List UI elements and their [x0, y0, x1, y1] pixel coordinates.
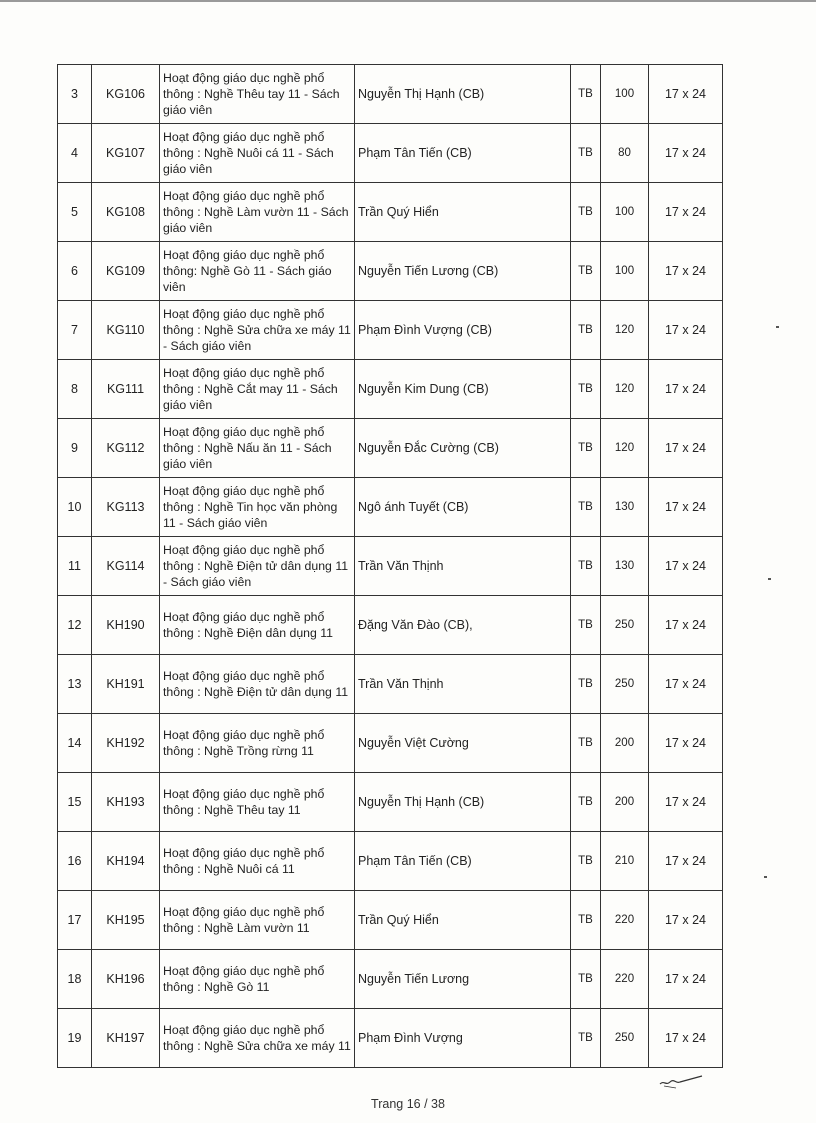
book-type: TB	[571, 242, 601, 301]
book-code: KG110	[92, 301, 160, 360]
book-title: Hoạt động giáo dục nghề phổ thông : Nghề Thêu tay 11	[160, 773, 355, 832]
book-author: Ngô ánh Tuyết (CB)	[355, 478, 571, 537]
book-author: Nguyễn Đắc Cường (CB)	[355, 419, 571, 478]
book-size: 17 x 24	[649, 301, 723, 360]
row-number: 15	[58, 773, 92, 832]
page-count: 80	[601, 124, 649, 183]
row-number: 7	[58, 301, 92, 360]
book-title: Hoạt động giáo dục nghề phổ thông : Nghề Điện tử dân dụng 11 - Sách giáo viên	[160, 537, 355, 596]
book-type: TB	[571, 655, 601, 714]
scan-edge	[0, 0, 816, 2]
book-type: TB	[571, 832, 601, 891]
table-row	[58, 832, 723, 891]
book-author: Nguyễn Thị Hạnh (CB)	[355, 65, 571, 124]
row-number: 9	[58, 419, 92, 478]
row-number: 12	[58, 596, 92, 655]
book-type: TB	[571, 301, 601, 360]
page-count: 250	[601, 596, 649, 655]
table-row	[58, 596, 723, 655]
page-count: 120	[601, 419, 649, 478]
signature-icon	[656, 1070, 706, 1090]
page-count: 220	[601, 891, 649, 950]
book-author: Nguyễn Tiến Lương (CB)	[355, 242, 571, 301]
book-title: Hoạt động giáo dục nghề phổ thông : Nghề Gò 11	[160, 950, 355, 1009]
book-size: 17 x 24	[649, 1009, 723, 1068]
book-type: TB	[571, 537, 601, 596]
book-author: Phạm Tân Tiến (CB)	[355, 124, 571, 183]
book-code: KG112	[92, 419, 160, 478]
book-author: Nguyễn Tiến Lương	[355, 950, 571, 1009]
table-row	[58, 183, 723, 242]
table-row	[58, 655, 723, 714]
page-count: 120	[601, 360, 649, 419]
book-type: TB	[571, 360, 601, 419]
row-number: 18	[58, 950, 92, 1009]
row-number: 11	[58, 537, 92, 596]
book-code: KG111	[92, 360, 160, 419]
book-author: Nguyễn Kim Dung (CB)	[355, 360, 571, 419]
table-row	[58, 1009, 723, 1068]
book-code: KG108	[92, 183, 160, 242]
book-author: Trần Văn Thịnh	[355, 655, 571, 714]
page-count: 250	[601, 1009, 649, 1068]
book-code: KH191	[92, 655, 160, 714]
row-number: 3	[58, 65, 92, 124]
table-row	[58, 891, 723, 950]
book-type: TB	[571, 183, 601, 242]
page-count: 210	[601, 832, 649, 891]
book-title: Hoạt động giáo dục nghề phổ thông : Nghề Cắt may 11 - Sách giáo viên	[160, 360, 355, 419]
page-count: 220	[601, 950, 649, 1009]
book-code: KH195	[92, 891, 160, 950]
table-row	[58, 478, 723, 537]
book-title: Hoạt động giáo dục nghề phổ thông : Nghề Làm vườn 11	[160, 891, 355, 950]
book-code: KG114	[92, 537, 160, 596]
book-size: 17 x 24	[649, 773, 723, 832]
book-size: 17 x 24	[649, 891, 723, 950]
book-author: Phạm Đình Vượng (CB)	[355, 301, 571, 360]
page-count: 130	[601, 478, 649, 537]
book-type: TB	[571, 891, 601, 950]
row-number: 6	[58, 242, 92, 301]
table-row	[58, 301, 723, 360]
book-code: KG106	[92, 65, 160, 124]
book-author: Trần Văn Thịnh	[355, 537, 571, 596]
row-number: 4	[58, 124, 92, 183]
row-number: 5	[58, 183, 92, 242]
page-count: 200	[601, 714, 649, 773]
row-number: 19	[58, 1009, 92, 1068]
book-size: 17 x 24	[649, 655, 723, 714]
book-title: Hoạt động giáo dục nghề phổ thông : Nghề Sửa chữa xe máy 11 - Sách giáo viên	[160, 301, 355, 360]
book-size: 17 x 24	[649, 360, 723, 419]
book-title: Hoạt động giáo dục nghề phổ thông: Nghề Gò 11 - Sách giáo viên	[160, 242, 355, 301]
book-code: KH194	[92, 832, 160, 891]
book-code: KH192	[92, 714, 160, 773]
book-author: Trần Quý Hiển	[355, 183, 571, 242]
row-number: 17	[58, 891, 92, 950]
page-count: 100	[601, 183, 649, 242]
table-row	[58, 537, 723, 596]
scan-speck	[776, 326, 779, 328]
table-row	[58, 419, 723, 478]
book-size: 17 x 24	[649, 537, 723, 596]
book-code: KH196	[92, 950, 160, 1009]
book-author: Đặng Văn Đào (CB),	[355, 596, 571, 655]
row-number: 13	[58, 655, 92, 714]
book-code: KH190	[92, 596, 160, 655]
book-size: 17 x 24	[649, 714, 723, 773]
table-row	[58, 65, 723, 124]
book-type: TB	[571, 596, 601, 655]
book-size: 17 x 24	[649, 183, 723, 242]
book-size: 17 x 24	[649, 478, 723, 537]
book-type: TB	[571, 124, 601, 183]
book-type: TB	[571, 65, 601, 124]
table-row	[58, 714, 723, 773]
book-size: 17 x 24	[649, 596, 723, 655]
book-type: TB	[571, 950, 601, 1009]
book-code: KG107	[92, 124, 160, 183]
table-row	[58, 124, 723, 183]
book-type: TB	[571, 1009, 601, 1068]
book-code: KG113	[92, 478, 160, 537]
book-code: KH197	[92, 1009, 160, 1068]
page-count: 120	[601, 301, 649, 360]
book-title: Hoạt động giáo dục nghề phổ thông : Nghề Tin học văn phòng 11 - Sách giáo viên	[160, 478, 355, 537]
table-row	[58, 242, 723, 301]
book-type: TB	[571, 773, 601, 832]
book-author: Nguyễn Việt Cường	[355, 714, 571, 773]
book-size: 17 x 24	[649, 950, 723, 1009]
book-code: KG109	[92, 242, 160, 301]
book-title: Hoạt động giáo dục nghề phổ thông : Nghề Nuôi cá 11 - Sách giáo viên	[160, 124, 355, 183]
book-author: Phạm Tân Tiến (CB)	[355, 832, 571, 891]
page-count: 200	[601, 773, 649, 832]
book-size: 17 x 24	[649, 419, 723, 478]
book-title: Hoạt động giáo dục nghề phổ thông : Nghề Thêu tay 11 - Sách giáo viên	[160, 65, 355, 124]
row-number: 14	[58, 714, 92, 773]
book-title: Hoạt động giáo dục nghề phổ thông : Nghề Điện dân dụng 11	[160, 596, 355, 655]
book-title: Hoạt động giáo dục nghề phổ thông : Nghề Trồng rừng 11	[160, 714, 355, 773]
book-size: 17 x 24	[649, 832, 723, 891]
book-author: Nguyễn Thị Hạnh (CB)	[355, 773, 571, 832]
book-author: Trần Quý Hiển	[355, 891, 571, 950]
page-count: 100	[601, 242, 649, 301]
book-title: Hoạt động giáo dục nghề phổ thông : Nghề Làm vườn 11 - Sách giáo viên	[160, 183, 355, 242]
book-list-table	[57, 64, 723, 1068]
scan-speck	[764, 876, 767, 878]
row-number: 10	[58, 478, 92, 537]
table-body	[58, 65, 723, 1068]
page-count: 130	[601, 537, 649, 596]
scan-speck	[768, 578, 771, 580]
row-number: 16	[58, 832, 92, 891]
table-row	[58, 773, 723, 832]
book-title: Hoạt động giáo dục nghề phổ thông : Nghề Điện tử dân dụng 11	[160, 655, 355, 714]
book-type: TB	[571, 419, 601, 478]
book-title: Hoạt động giáo dục nghề phổ thông : Nghề Sửa chữa xe máy 11	[160, 1009, 355, 1068]
table-row	[58, 360, 723, 419]
row-number: 8	[58, 360, 92, 419]
book-author: Phạm Đình Vượng	[355, 1009, 571, 1068]
page-number: Trang 16 / 38	[371, 1097, 445, 1111]
book-title: Hoạt động giáo dục nghề phổ thông : Nghề Nấu ăn 11 - Sách giáo viên	[160, 419, 355, 478]
book-title: Hoạt động giáo dục nghề phổ thông : Nghề Nuôi cá 11	[160, 832, 355, 891]
page-count: 100	[601, 65, 649, 124]
page-count: 250	[601, 655, 649, 714]
book-type: TB	[571, 478, 601, 537]
table-row	[58, 950, 723, 1009]
book-size: 17 x 24	[649, 65, 723, 124]
book-size: 17 x 24	[649, 242, 723, 301]
book-type: TB	[571, 714, 601, 773]
book-code: KH193	[92, 773, 160, 832]
book-size: 17 x 24	[649, 124, 723, 183]
